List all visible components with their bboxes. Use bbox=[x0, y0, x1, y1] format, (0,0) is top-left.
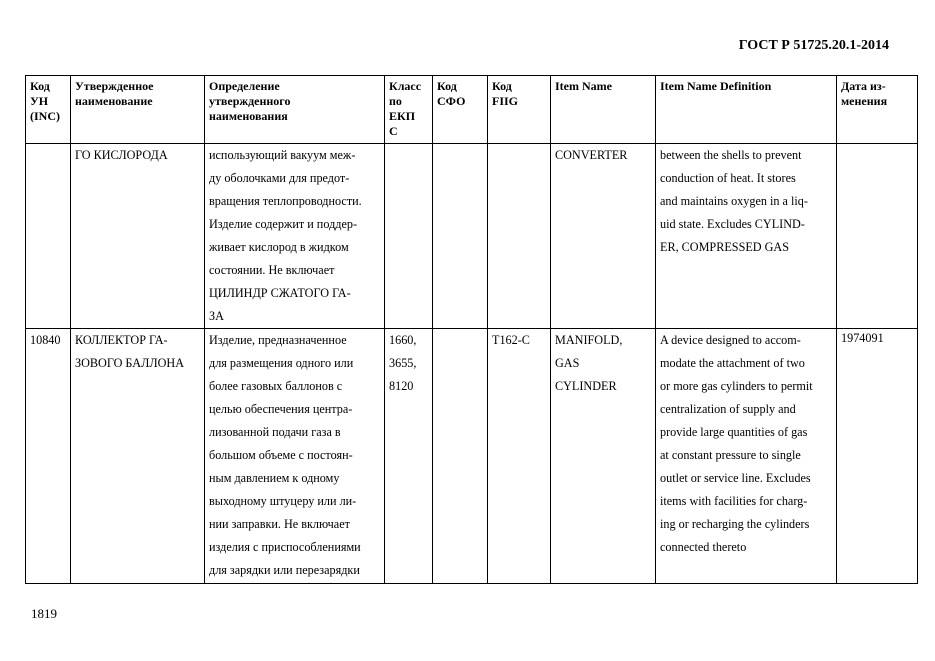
col-header-item-definition: Item Name Definition bbox=[656, 76, 837, 144]
cell-definition: Изделие, предназначенное для размещения одного или более газовых баллонов с целью обеспечения центра- лизованной подачи газа в большом объеме с постоян- ным давлением к одному выходному штуцеру или ли- нии заправки. Не включает изделия с приспособлениями для зарядки или перезарядки bbox=[205, 329, 385, 584]
cell-ekps-class: 1660, 3655, 8120 bbox=[385, 329, 433, 584]
cell-definition: использующий вакуум меж- ду оболочками для предот- вращения теплопроводности. Изделие содержит и поддер- живает кислород в жидком состоянии. Не включает ЦИЛИНДР СЖАТОГО ГА- ЗА bbox=[205, 144, 385, 329]
catalog-table bbox=[25, 75, 918, 584]
cell-ekps-class bbox=[385, 144, 433, 329]
cell-item-name: CONVERTER bbox=[551, 144, 656, 329]
col-header-definition: Определение утвержденного наименования bbox=[205, 76, 385, 144]
cell-item-definition: A device designed to accom- modate the attachment of two or more gas cylinders to permit centralization of supply and provide large quantities of gas at constant pressure to single outlet or service line. Excludes items with facilities for charg- ing or recharging the cylinders connected thereto bbox=[656, 329, 837, 584]
cell-approved-name: КОЛЛЕКТОР ГА- ЗОВОГО БАЛЛОНА bbox=[71, 329, 205, 584]
cell-fiig-code: T162-C bbox=[488, 329, 551, 584]
cell-fiig-code bbox=[488, 144, 551, 329]
cell-inc bbox=[26, 144, 71, 329]
cell-sfo-code bbox=[433, 329, 488, 584]
col-header-fiig-code: Код FIIG bbox=[488, 76, 551, 144]
cell-sfo-code bbox=[433, 144, 488, 329]
col-header-item-name: Item Name bbox=[551, 76, 656, 144]
cell-change-date: 1974091 bbox=[837, 329, 918, 584]
col-header-sfo-code: Код СФО bbox=[433, 76, 488, 144]
col-header-approved-name: Утвержденное наименование bbox=[71, 76, 205, 144]
cell-inc: 10840 bbox=[26, 329, 71, 584]
table-header-row bbox=[26, 76, 918, 144]
col-header-ekps-class: Класс по ЕКП С bbox=[385, 76, 433, 144]
cell-item-name: MANIFOLD, GAS CYLINDER bbox=[551, 329, 656, 584]
col-header-inc: Код УН (INC) bbox=[26, 76, 71, 144]
table-row bbox=[26, 144, 918, 329]
document-id: ГОСТ Р 51725.20.1-2014 bbox=[738, 38, 889, 53]
page-number: 1819 bbox=[31, 606, 57, 621]
cell-item-definition: between the shells to prevent conduction of heat. It stores and maintains oxygen in a liq- uid state. Excludes CYLIND- ER, COMPRESSED GAS bbox=[656, 144, 837, 329]
cell-change-date bbox=[837, 144, 918, 329]
col-header-change-date: Дата из- менения bbox=[837, 76, 918, 144]
table-row bbox=[26, 329, 918, 584]
cell-approved-name: ГО КИСЛОРОДА bbox=[71, 144, 205, 329]
